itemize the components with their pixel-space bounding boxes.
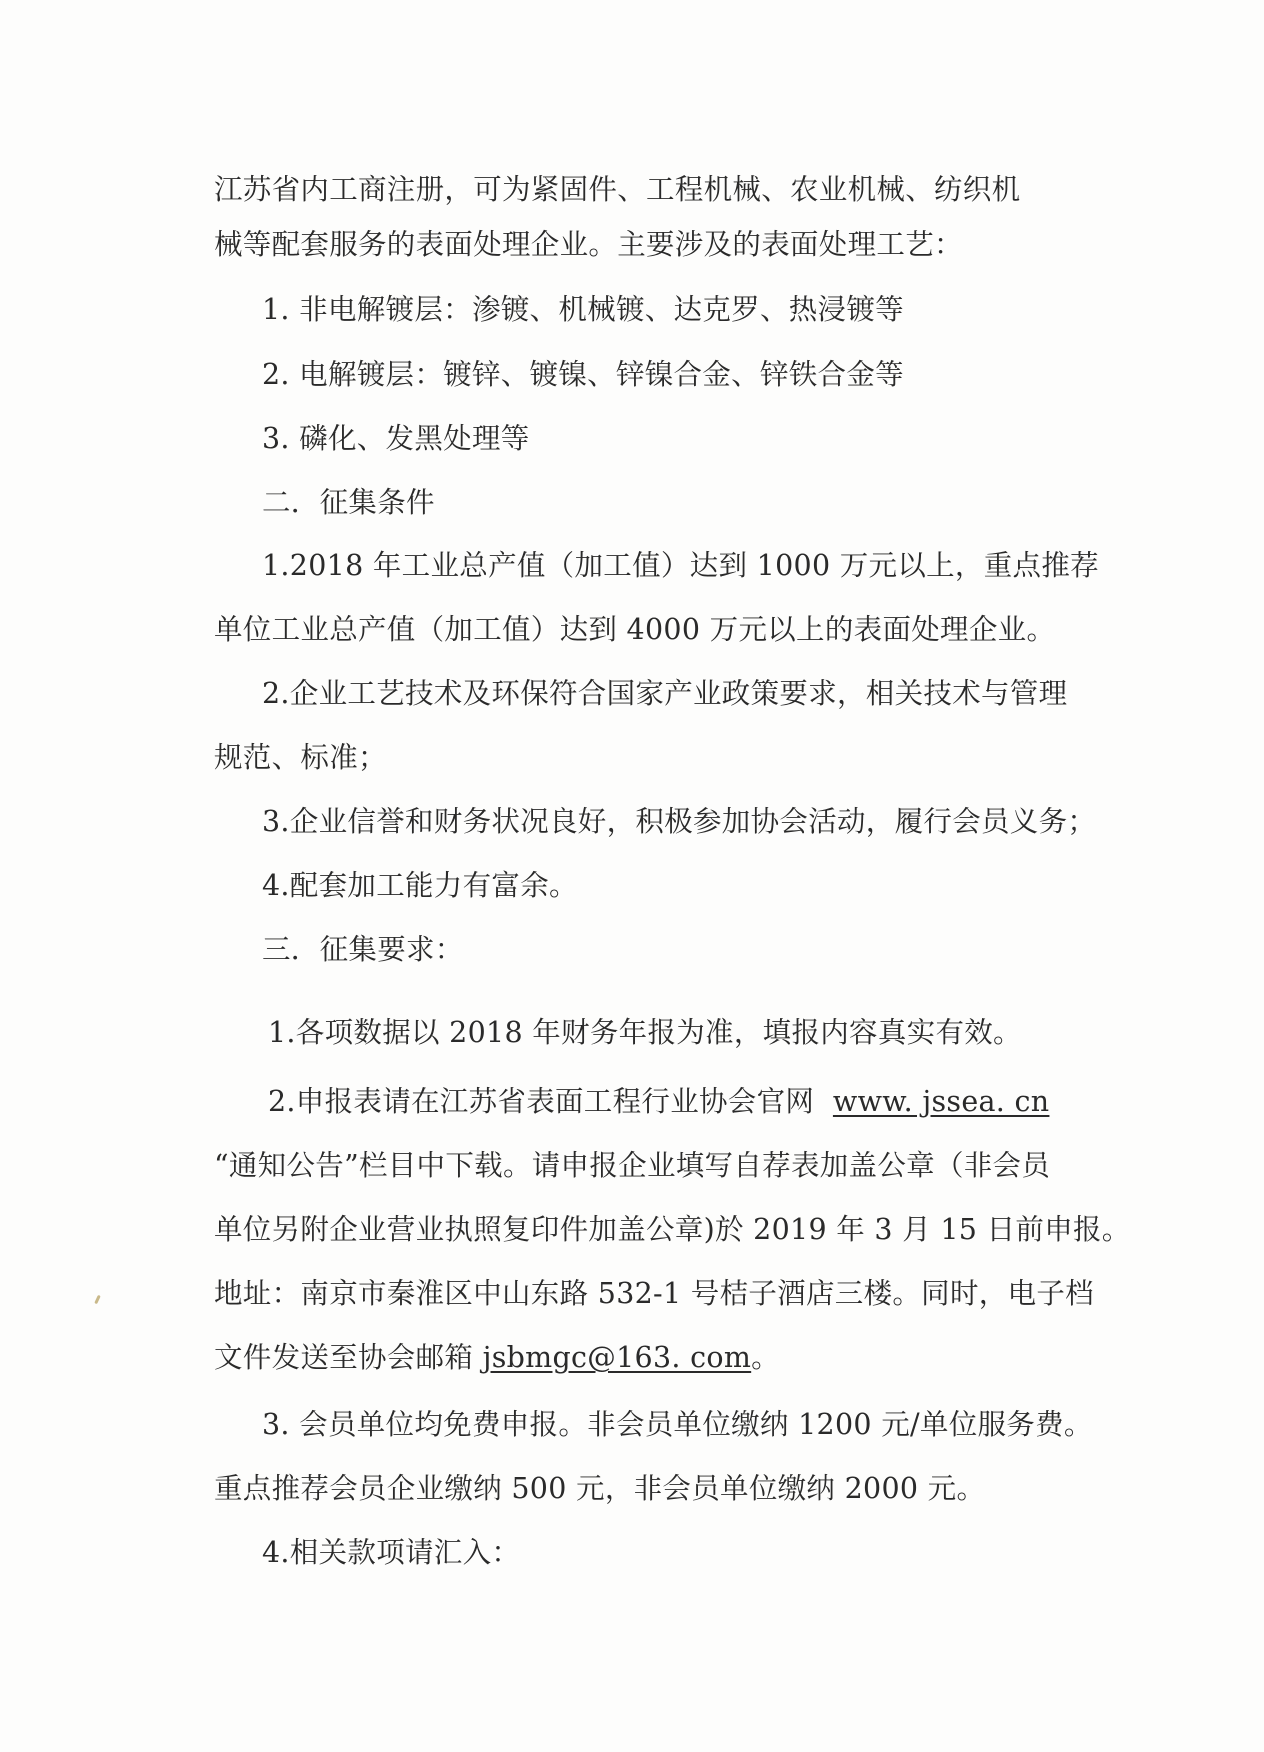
scan-speck bbox=[94, 1295, 101, 1304]
condition-1-line: 单位工业总产值（加工值）达到 4000 万元以上的表面处理企业。 bbox=[214, 613, 1056, 646]
address-line: 地址：南京市秦淮区中山东路 532-1 号桔子酒店三楼。同时，电子档 bbox=[214, 1277, 1094, 1310]
requirement-1-line: 1.各项数据以 2018 年财务年报为准，填报内容真实有效。 bbox=[268, 1016, 1022, 1049]
process-item-3: 3. 磷化、发黑处理等 bbox=[262, 422, 530, 455]
paragraph-line: 械等配套服务的表面处理企业。主要涉及的表面处理工艺： bbox=[214, 228, 963, 261]
requirement-2-line: 单位另附企业营业执照复印件加盖公章)於 2019 年 3 月 15 日前申报。 bbox=[214, 1213, 1131, 1246]
condition-1-line: 1.2018 年工业总产值（加工值）达到 1000 万元以上，重点推荐 bbox=[262, 549, 1099, 582]
section-heading-requirements: 三．征集要求： bbox=[262, 933, 464, 966]
condition-2-line: 2.企业工艺技术及环保符合国家产业政策要求，相关技术与管理 bbox=[262, 677, 1068, 710]
email-line bbox=[214, 1338, 780, 1378]
paragraph-line: 江苏省内工商注册，可为紧固件、工程机械、农业机械、纺织机 bbox=[214, 173, 1021, 206]
condition-2-line: 规范、标准； bbox=[214, 741, 387, 774]
section-heading-conditions: 二．征集条件 bbox=[262, 486, 435, 519]
email-link[interactable]: jsbmgc@163. com bbox=[482, 1341, 752, 1374]
requirement-4-line: 4.相关款项请汇入： bbox=[262, 1536, 521, 1569]
email-line-text: 文件发送至协会邮箱 bbox=[214, 1341, 474, 1374]
requirement-3-line: 重点推荐会员企业缴纳 500 元，非会员单位缴纳 2000 元。 bbox=[214, 1472, 986, 1505]
website-link[interactable]: www. jssea. cn bbox=[832, 1085, 1050, 1118]
requirement-3-line: 3. 会员单位均免费申报。非会员单位缴纳 1200 元/单位服务费。 bbox=[262, 1408, 1093, 1441]
process-item-1: 1. 非电解镀层：渗镀、机械镀、达克罗、热浸镀等 bbox=[262, 293, 904, 326]
requirement-2-line bbox=[268, 1082, 1049, 1122]
requirement-2-line: “通知公告”栏目中下载。请申报企业填写自荐表加盖公章（非会员 bbox=[214, 1149, 1051, 1182]
requirement-2-text: 2.申报表请在江苏省表面工程行业协会官网 bbox=[268, 1085, 815, 1118]
condition-3-line: 3.企业信誉和财务状况良好，积极参加协会活动，履行会员义务； bbox=[262, 805, 1097, 838]
process-item-2: 2. 电解镀层：镀锌、镀镍、锌镍合金、锌铁合金等 bbox=[262, 358, 904, 391]
condition-4-line: 4.配套加工能力有富余。 bbox=[262, 869, 578, 902]
email-line-end: 。 bbox=[751, 1341, 780, 1374]
